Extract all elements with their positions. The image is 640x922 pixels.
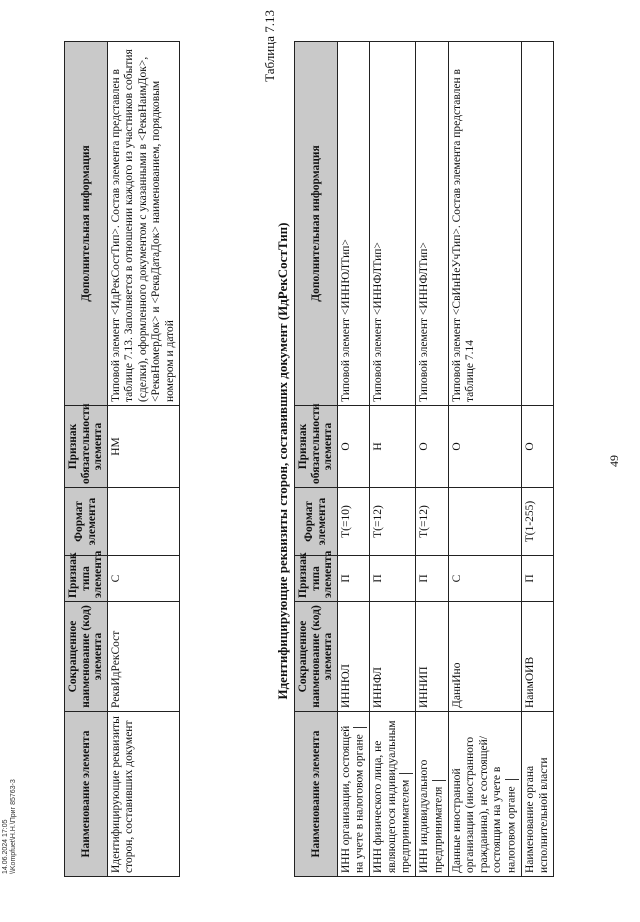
- header-cell: Наименование элемента: [295, 712, 338, 877]
- cell-type: П: [370, 556, 416, 602]
- header-cell: Сокращенное наименование (код) элемента: [295, 602, 338, 712]
- cell-info: Типовой элемент <ИННФЛТип>: [416, 42, 449, 406]
- cell-name: [370, 712, 416, 877]
- cell-required: О: [416, 406, 449, 488]
- id-requisites-table: [294, 41, 554, 877]
- table-row: [448, 42, 521, 877]
- table-row: [370, 42, 416, 877]
- cell-required: НМ: [107, 406, 180, 488]
- choice-bracket-mark: [432, 780, 446, 781]
- cell-required: О: [337, 406, 370, 488]
- cell-format: T(=10): [337, 488, 370, 556]
- cell-name-text: ИНН индивидуального предпринимателя: [418, 759, 445, 873]
- cell-name: [448, 712, 521, 877]
- table-row: [107, 42, 180, 877]
- header-cell: Сокращенное наименование (код) элемента: [65, 602, 108, 712]
- cell-required: О: [522, 406, 554, 488]
- cell-code: ИННЮЛ: [337, 602, 370, 712]
- header-cell: Дополнительная информация: [65, 42, 108, 406]
- cell-type: П: [416, 556, 449, 602]
- cell-code: ДаннИно: [448, 602, 521, 712]
- table-number-label: Таблица 7.13: [262, 10, 277, 82]
- header-cell: Наименование элемента: [65, 712, 108, 877]
- cell-info: Типовой элемент <ИдРекСостТип>. Состав элемента представлен в таблице 7.13. Заполняется в отношении каждого из участников события (сделки), оформленного документом с указанными в <РеквНаимДок>, <РеквНомерДок> и <РеквДатаДок> наименованием, порядковым номером и датой: [107, 42, 180, 406]
- table-header-row: [295, 42, 338, 877]
- header-cell: Признак обязательности элемента: [295, 406, 338, 488]
- cell-format: T(=12): [416, 488, 449, 556]
- table-row: [416, 42, 449, 877]
- cell-name: [416, 712, 449, 877]
- cell-code: ИННФЛ: [370, 602, 416, 712]
- cell-type: П: [337, 556, 370, 602]
- choice-bracket-mark: [399, 773, 413, 774]
- header-cell: Формат элемента: [295, 488, 338, 556]
- cell-name-text: ИНН организации, состоящей на учете в налоговом органе: [339, 725, 366, 873]
- cell-type: П: [522, 556, 554, 602]
- cell-name: Идентифицирующие реквизиты сторон, составивших документ: [107, 712, 180, 877]
- cell-name: Наименование органа исполнительной власти: [522, 712, 554, 877]
- cell-required: Н: [370, 406, 416, 488]
- cell-format: T(1-255): [522, 488, 554, 556]
- table-caption: Идентифицирующие реквизиты сторон, составивших документ (ИдРекСостТип): [275, 222, 290, 700]
- choice-bracket-mark: [353, 727, 367, 728]
- header-cell: Дополнительная информация: [295, 42, 338, 406]
- print-footer: [2, 779, 18, 874]
- cell-code: ИННИП: [416, 602, 449, 712]
- cell-info: Типовой элемент <СвИнНеУчТип>. Состав элемента представлен в таблице 7.14: [448, 42, 521, 406]
- cell-format: T(=12): [370, 488, 416, 556]
- cell-format: [448, 488, 521, 556]
- header-cell: Признак типа элемента: [295, 556, 338, 602]
- cell-type: С: [107, 556, 180, 602]
- cell-name-text: ИНН физического лица, не являющегося индивидуальным предпринимателем: [372, 720, 412, 873]
- cell-code: НаимОИВ: [522, 602, 554, 712]
- elements-table: [64, 41, 180, 877]
- footer-timestamp: 14.06.2024 17:05: [2, 819, 9, 874]
- cell-info: Типовой элемент <ИННЮЛТип>: [337, 42, 370, 406]
- choice-bracket-mark: [505, 779, 519, 780]
- page-number: 49: [607, 455, 621, 467]
- cell-code: РеквИдРекСост: [107, 602, 180, 712]
- cell-name: [337, 712, 370, 877]
- cell-format: [107, 488, 180, 556]
- cell-info: Типовой элемент <ИННФЛТип>: [370, 42, 416, 406]
- table-row: [522, 42, 554, 877]
- table-row: [337, 42, 370, 877]
- cell-required: О: [448, 406, 521, 488]
- header-cell: Признак типа элемента: [65, 556, 108, 602]
- cell-info: [522, 42, 554, 406]
- footer-path: \\Kompfuet\Н.Н.\Приг 85763-3: [10, 779, 17, 874]
- header-cell: Формат элемента: [65, 488, 108, 556]
- header-cell: Признак обязательности элемента: [65, 406, 108, 488]
- table-header-row: [65, 42, 108, 877]
- cell-type: С: [448, 556, 521, 602]
- cell-name-text: Данные иностранной организации (иностранного гражданина), не состоящей/состоящим на учете в налоговом органе: [450, 735, 518, 873]
